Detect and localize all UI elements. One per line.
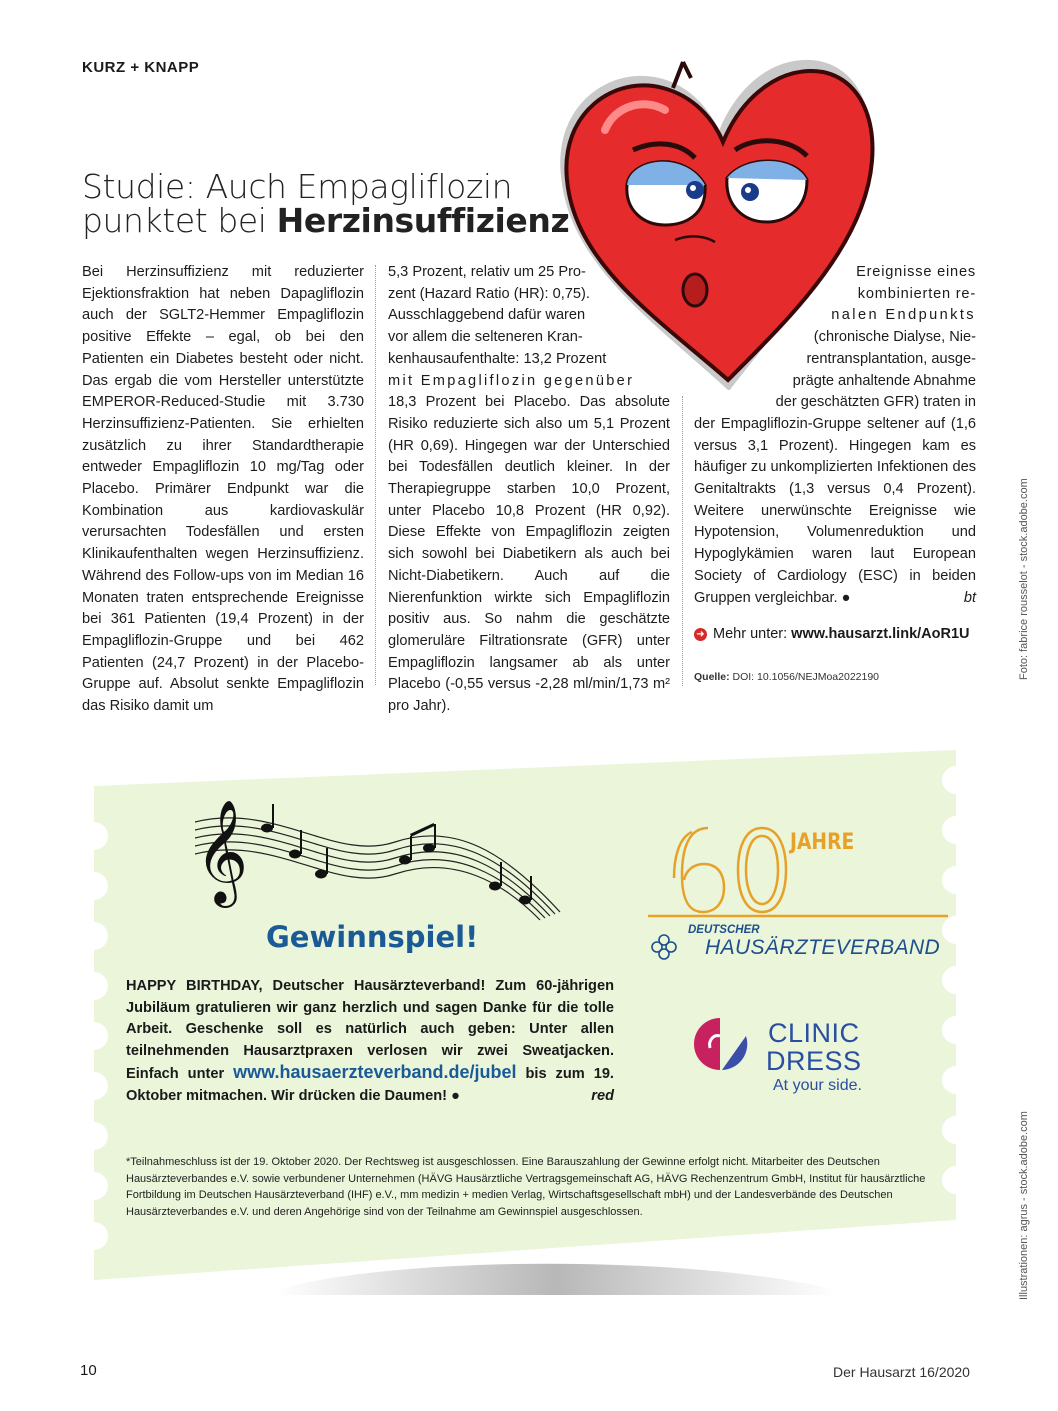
- end-mark-icon: ●: [841, 589, 851, 606]
- section-label: KURZ + KNAPP: [82, 59, 200, 76]
- hav-line-2: HAUSÄRZTEVERBAND: [705, 936, 941, 959]
- svg-text:𝄞: 𝄞: [195, 799, 249, 904]
- contest-link[interactable]: www.hausaerzteverband.de/jubel: [233, 1062, 517, 1083]
- clinic-dress-line-2: DRESS: [766, 1046, 862, 1076]
- page-number: 10: [80, 1362, 97, 1379]
- contest-text-part-1: HAPPY BIRTHDAY, Deutscher Hausärzteverband! Zum 60-jährigen Jubiläum gratulieren wir ganz herzlich und sagen Danke für die tolle Arbeit. Geschenke soll es natürlich auch geben: Unter allen teilnehmenden Hausarztpraxen verlosen wir zwei Sweatjacken. Einfach unter: [126, 978, 614, 1083]
- article-column-3: [694, 262, 976, 609]
- arrow-right-icon: ➜: [694, 628, 707, 641]
- contest-author: red: [591, 1087, 614, 1104]
- column-3-line: kombinierten re-: [857, 285, 976, 302]
- end-mark-icon: ●: [451, 1087, 460, 1104]
- photo-credit: Foto: fabrice rousselot - stock.adobe.com: [1018, 478, 1030, 680]
- column-3-body-wrap: [694, 414, 976, 609]
- column-3-line: prägte anhaltende Abnahme: [792, 372, 976, 389]
- column-2-line: mit Empagliflozin gegenüber: [388, 372, 635, 389]
- clinic-dress-line-1: CLINIC: [768, 1018, 860, 1048]
- column-2-line: vor allem die selteneren Kran-: [388, 329, 583, 346]
- column-2-line: Ausschlaggebend dafür waren: [388, 307, 586, 324]
- title-line-2: punktet bei: [82, 201, 277, 240]
- jahre-label: JAHRE: [790, 830, 855, 855]
- source-label: Quelle:: [694, 671, 730, 683]
- music-notes-illustration: [195, 782, 565, 922]
- column-divider-2: [682, 396, 683, 686]
- article-column-2: [388, 262, 670, 718]
- more-info-link[interactable]: [694, 626, 970, 642]
- article-title: [82, 167, 570, 240]
- author-initials: bt: [963, 589, 976, 606]
- source-doi: DOI: 10.1056/NEJMoa2022190: [729, 671, 880, 683]
- title-bold: Herzinsuffizienz: [276, 201, 570, 240]
- contest-footnote: *Teilnahmeschluss ist der 19. Oktober 2020. Der Rechtsweg ist ausgeschlossen. Eine Barauszahlung der Gewinne erfolgt nicht. Mitarbeiter des Deutschen Hausärzteverbandes e.V. sowie verbundener Unternehmen (HÄVG Hausärztliche Vertragsgemeinschaft AG, HÄVG Rechenzentrum GmbH, Institut für hausärztliche Fortbildung im Deutschen Hausärzteverband (IHF) e.V., mm medizin + medien Verlag, Wirtschaftsgesellschaft mbH) und der Landesverbände des Deutschen Hausärzteverbandes e.V. und deren Angehörige sind von der Teilnahme am Gewinnspiel ausgeschlossen.: [126, 1156, 926, 1218]
- column-3-line: nalen Endpunkts: [831, 307, 976, 324]
- column-3-body: der Empagliflozin-Gruppe seltener auf (1,6 versus 3,1 Prozent). Hingegen kam es häufiger zu unkomplizierten Infektionen des Genitaltrakts (1,3 versus 0,4 Prozent). Weitere unerwünschte Ereignisse wie Hypotension, Volumenreduktion und Hypoglykämien waren laut European Society of Cardiology (ESC) in beiden Gruppen vergleichbar.: [694, 415, 976, 606]
- clinic-dress-logo-mark: [694, 1018, 762, 1070]
- column-3-line: Ereignisse eines: [856, 264, 976, 280]
- more-label: Mehr unter:: [713, 626, 792, 642]
- hav-line-1: DEUTSCHER: [688, 924, 760, 936]
- column-2-line: zent (Hazard Ratio (HR): 0,75).: [388, 285, 590, 302]
- column-3-line: rentransplantation, ausge-: [806, 350, 976, 367]
- contest-text-part-2: bis zum 19. Oktober mitmachen. Wir drücken die Daumen!: [126, 1066, 614, 1104]
- magazine-issue: Der Hausarzt 16/2020: [833, 1364, 970, 1380]
- more-url[interactable]: www.hausarzt.link/AoR1U: [791, 626, 970, 642]
- hav-emblem-icon: [649, 932, 679, 962]
- column-2-line: 5,3 Prozent, relativ um 25 Pro-: [388, 264, 586, 280]
- illustration-credit: Illustrationen: agrus - stock.adobe.com: [1018, 1111, 1030, 1300]
- contest-heading: Gewinnspiel!: [266, 920, 479, 954]
- clinic-dress-tagline: At your side.: [773, 1077, 862, 1094]
- source-citation: [694, 671, 879, 683]
- column-3-line: der geschätzten GFR) traten in: [775, 394, 976, 411]
- column-3-line: (chronische Dialyse, Nie-: [813, 329, 976, 346]
- article-column-1: Bei Herzinsuffizienz mit reduzierter Ejektionsfraktion hat neben Dapagliflozin auch der SGLT2-Hemmer Empagliflozin positive Effekte – egal, ob bei den Patienten ein Diabetes besteht oder nicht. Das ergab die vom Hersteller unterstützte EMPEROR-Reduced-Studie mit 3.730 Herzinsuffizienz-Patienten. Sie erhielten zusätzlich zu ihrer Standardtherapie entweder Empagliflozin 10 mg/Tag oder Placebo. Primärer Endpunkt war die Kombination aus kardiovaskulär verursachten Todesfällen und ersten Klinikaufenthalten wegen Herzinsuffizienz. Während des Follow-ups von im Median 16 Monaten traten entsprechende Ereignisse bei 361 Patienten (19,4 Prozent) in der Empagliflozin-Gruppe und bei 462 Patienten (24,7 Prozent) in der Placebo-Gruppe auf. Absolut senkte Empagliflozin das Risiko damit um: [82, 264, 364, 715]
- column-2-body: 18,3 Prozent bei Placebo. Das absolute Risiko reduzierte sich also um 5,1 Prozent (HR 0,69). Hingegen war der Unterschied bei Todesfällen deutlich kleiner. In der Therapiegruppe starben 10,0 Prozent, unter Placebo 10,8 Prozent (HR 0,92). Diese Effekte von Empagliflozin zeigten sich sowohl bei Diabetikern als auch bei Nicht-Diabetikern. Auch auf die Nierenfunktion wirkte sich Empagliflozin positiv aus. So nahm die geschätzte glomeruläre Filtrationsrate (GFR) unter Empagliflozin langsamer ab als unter Placebo (-0,55 versus -2,28 ml/min/1,73 m² pro Jahr).: [388, 394, 670, 715]
- title-line-1: Studie: Auch Empagliflozin: [82, 167, 513, 206]
- column-divider-1: [375, 265, 376, 685]
- column-2-line: kenhausaufenthalte: 13,2 Prozent: [388, 350, 607, 367]
- contest-text: [126, 976, 614, 1108]
